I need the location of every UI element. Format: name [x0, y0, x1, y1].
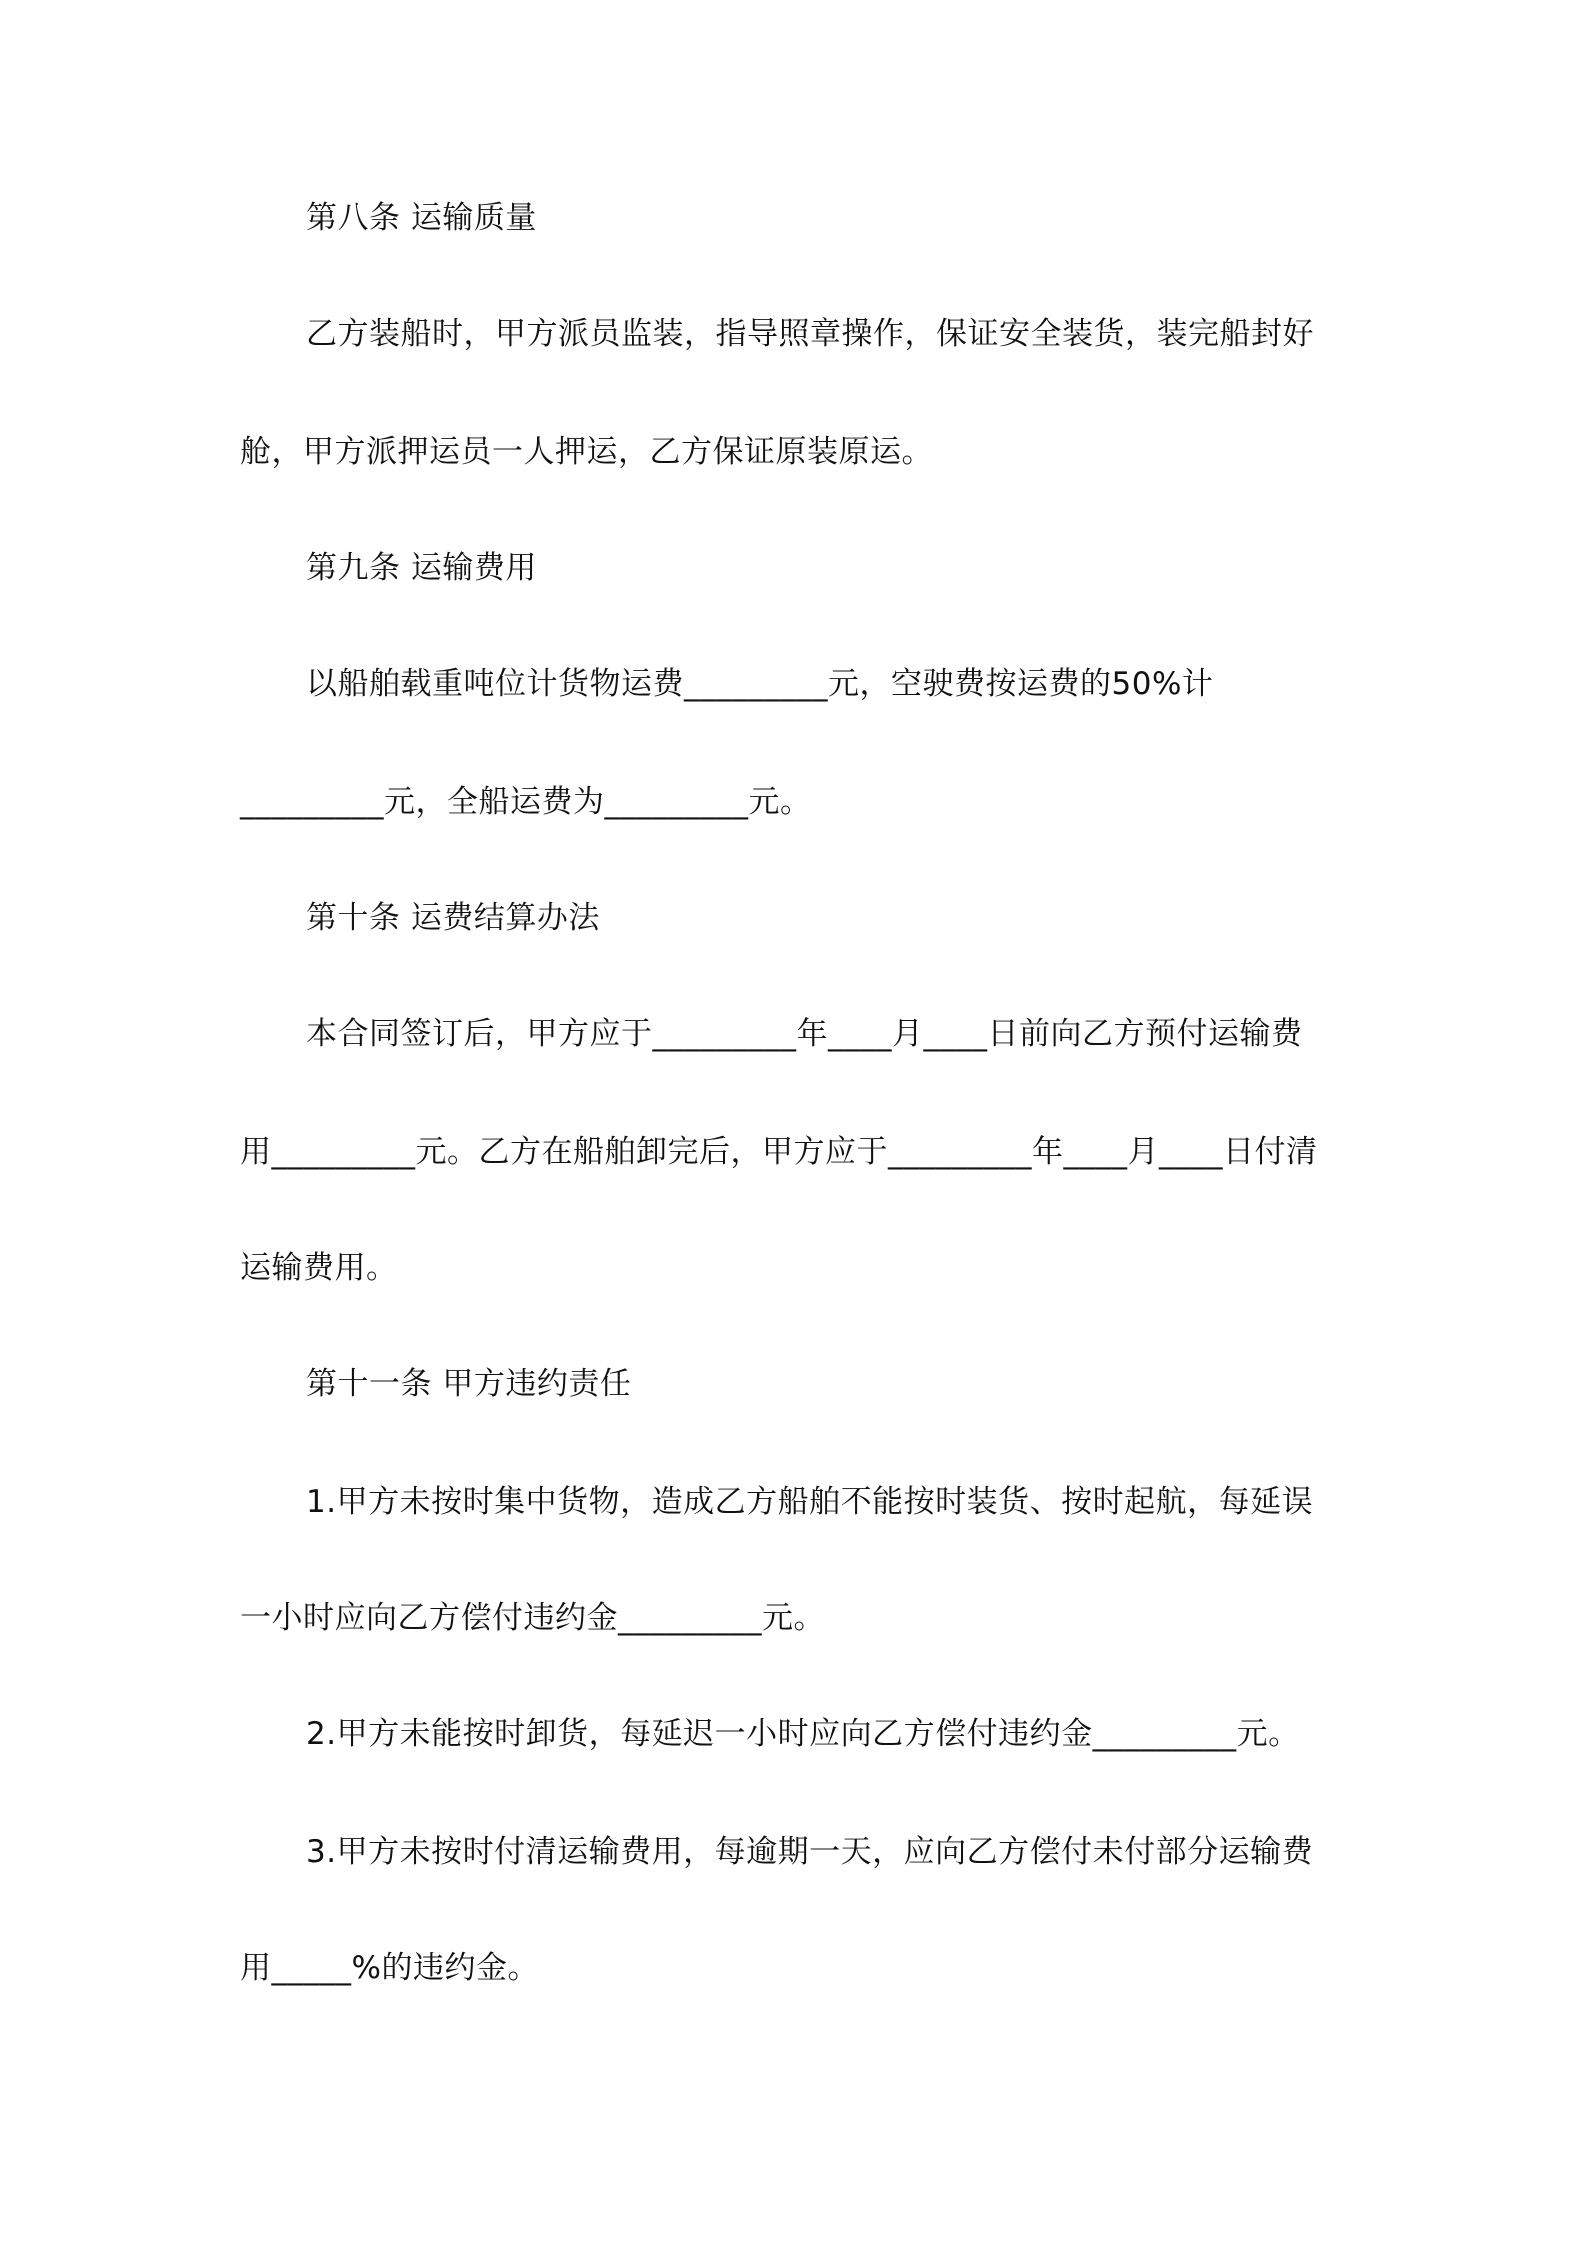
- article-9-paragraph-line-2: _________元，全船运费为_________元。: [240, 784, 812, 820]
- article-9-paragraph-line-1: 以船舶载重吨位计货物运费_________元，空驶费按运费的50%计: [306, 666, 1214, 702]
- article-11-item-1-line-1: 1.甲方未按时集中货物，造成乙方船舶不能按时装货、按时起航，每延误: [306, 1484, 1314, 1520]
- article-10-heading: 第十条 运费结算办法: [306, 900, 600, 936]
- article-10-paragraph-line-1: 本合同签订后，甲方应于_________年____月____日前向乙方预付运输费: [306, 1016, 1303, 1052]
- article-8-paragraph-line-2: 舱，甲方派押运员一人押运，乙方保证原装原运。: [240, 434, 933, 470]
- article-11-heading: 第十一条 甲方违约责任: [306, 1366, 632, 1402]
- article-8-heading: 第八条 运输质量: [306, 200, 537, 236]
- article-10-paragraph-line-2: 用_________元。乙方在船舶卸完后，甲方应于_________年____月____日付清: [240, 1134, 1318, 1170]
- article-11-item-1-line-2: 一小时应向乙方偿付违约金_________元。: [240, 1600, 825, 1636]
- article-11-item-3-line-1: 3.甲方未按时付清运输费用，每逾期一天，应向乙方偿付未付部分运输费: [306, 1834, 1314, 1870]
- article-11-item-2: 2.甲方未能按时卸货，每延迟一小时应向乙方偿付违约金_________元。: [306, 1716, 1300, 1752]
- article-10-paragraph-line-3: 运输费用。: [240, 1250, 398, 1286]
- article-8-paragraph-line-1: 乙方装船时，甲方派员监装，指导照章操作，保证安全装货，装完船封好: [306, 316, 1314, 352]
- article-11-item-3-line-2: 用_____%的违约金。: [240, 1950, 539, 1986]
- article-9-heading: 第九条 运输费用: [306, 550, 537, 586]
